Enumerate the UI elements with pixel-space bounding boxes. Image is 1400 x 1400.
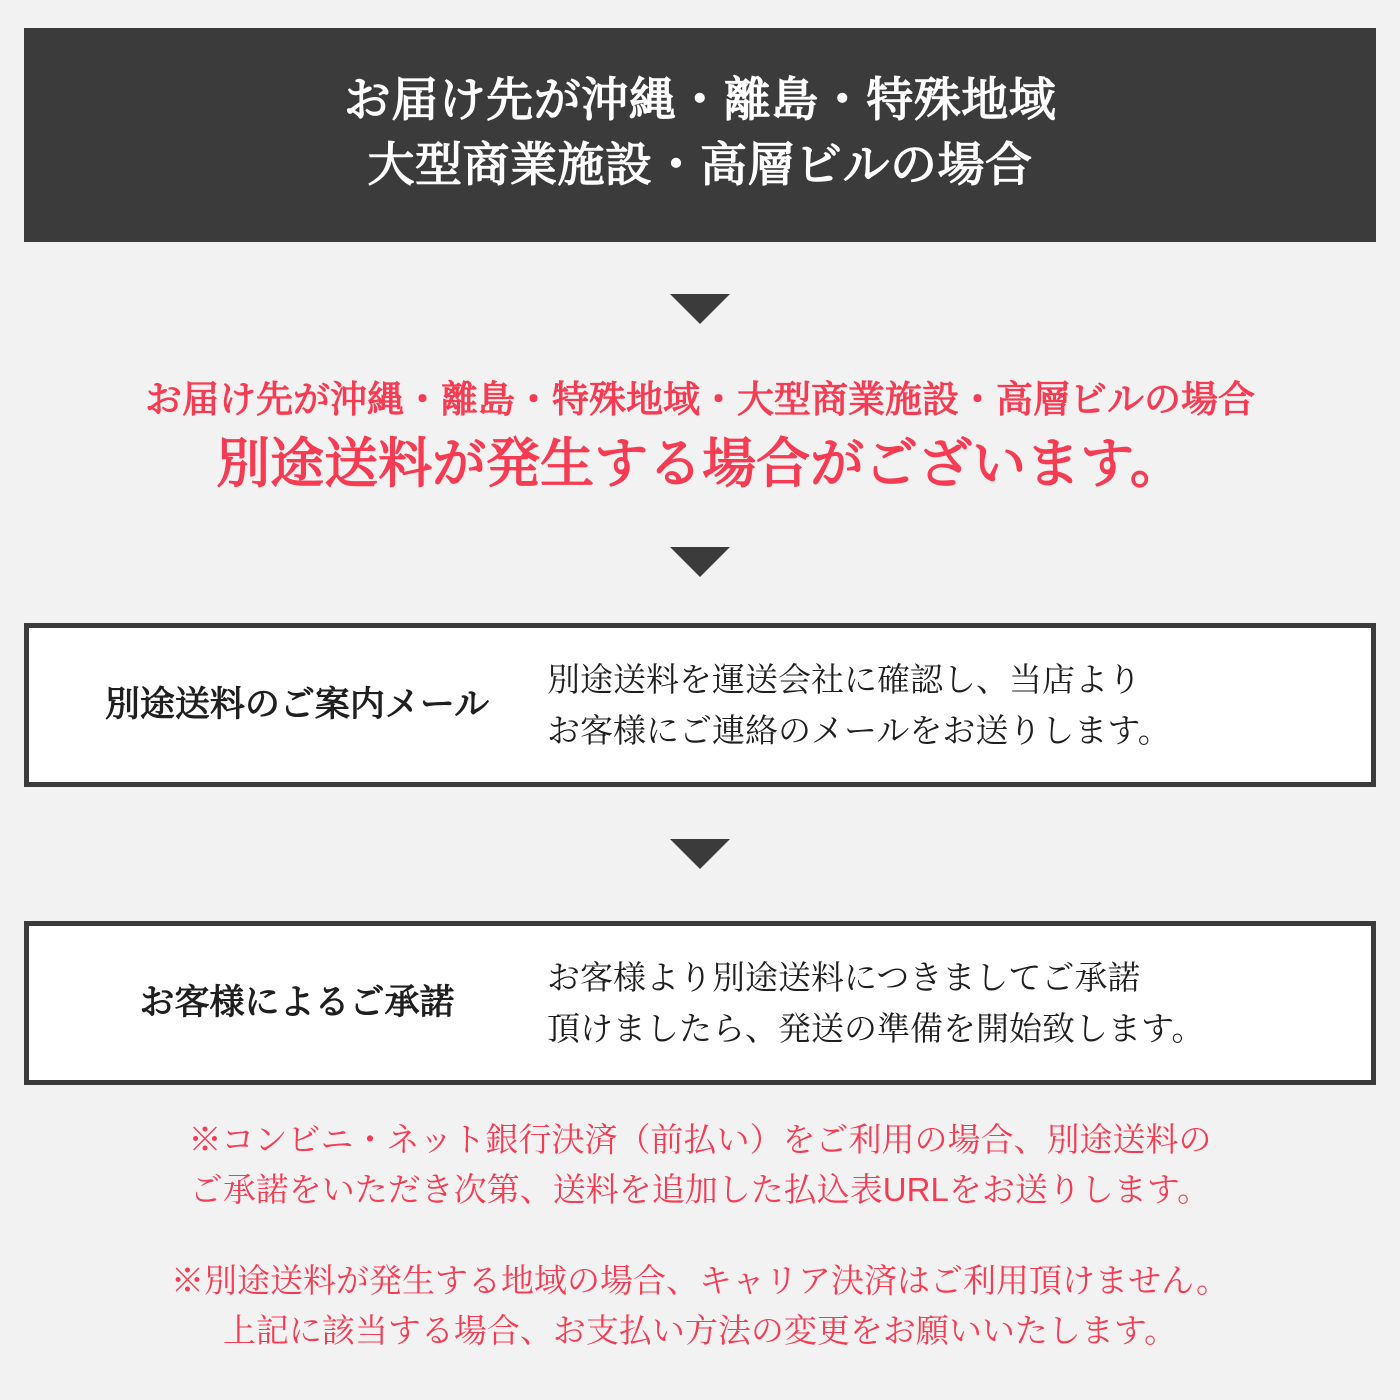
footnote-1-line-1: ※コンビニ・ネット銀行決済（前払い）をご利用の場合、別途送料の: [188, 1121, 1212, 1159]
step-2-desc-line-1: お客様より別途送料につきましてご承諾: [547, 958, 1141, 996]
spacer-1: [24, 242, 1376, 294]
spacer-2: [24, 324, 1376, 376]
notice-headline: 別途送料が発生する場合がございます。: [216, 433, 1184, 494]
spacer-5: [24, 787, 1376, 839]
step-1-label: 別途送料のご案内メール: [104, 685, 490, 725]
header-line-1: お届け先が沖縄・離島・特殊地域: [343, 73, 1057, 126]
footnote-2-line-2: 上記に該当する場合、お支払い方法の変更をお願いいたします。: [222, 1311, 1178, 1349]
arrow-2-wrap: [24, 547, 1376, 577]
step-box-2: [24, 921, 1376, 1085]
footnote-1: [24, 1115, 1376, 1215]
notice-block: [24, 376, 1376, 501]
down-arrow-icon: [670, 839, 730, 869]
step-1-description: [547, 654, 1353, 756]
footnotes: [24, 1115, 1376, 1356]
arrow-3-wrap: [24, 839, 1376, 869]
step-1-desc-line-2: お客様にご連絡のメールをお送りします。: [547, 711, 1171, 749]
footnote-2-line-1: ※別途送料が発生する地域の場合、キャリア決済はご利用頂けません。: [171, 1261, 1229, 1299]
spacer-6: [24, 869, 1376, 921]
notice-subtitle: お届け先が沖縄・離島・特殊地域・大型商業施設・高層ビルの場合: [145, 378, 1255, 420]
step-2-label: お客様によるご承諾: [139, 983, 455, 1023]
header-line-2: 大型商業施設・高層ビルの場合: [367, 137, 1033, 191]
footnote-1-line-2: ご承諾をいただき次第、送料を追加した払込表URLをお送りします。: [189, 1171, 1211, 1209]
step-box-1: [24, 623, 1376, 787]
down-arrow-icon: [670, 547, 730, 577]
step-2-description: [547, 952, 1353, 1054]
footnote-2: [24, 1256, 1376, 1356]
spacer-3: [24, 501, 1376, 547]
arrow-1-wrap: [24, 294, 1376, 324]
header-banner: [24, 28, 1376, 242]
step-1-desc-line-1: 別途送料を運送会社に確認し、当店より: [547, 660, 1141, 698]
step-2-desc-line-2: 頂けましたら、発送の準備を開始致します。: [547, 1010, 1205, 1048]
down-arrow-icon: [670, 294, 730, 324]
spacer-4: [24, 577, 1376, 623]
